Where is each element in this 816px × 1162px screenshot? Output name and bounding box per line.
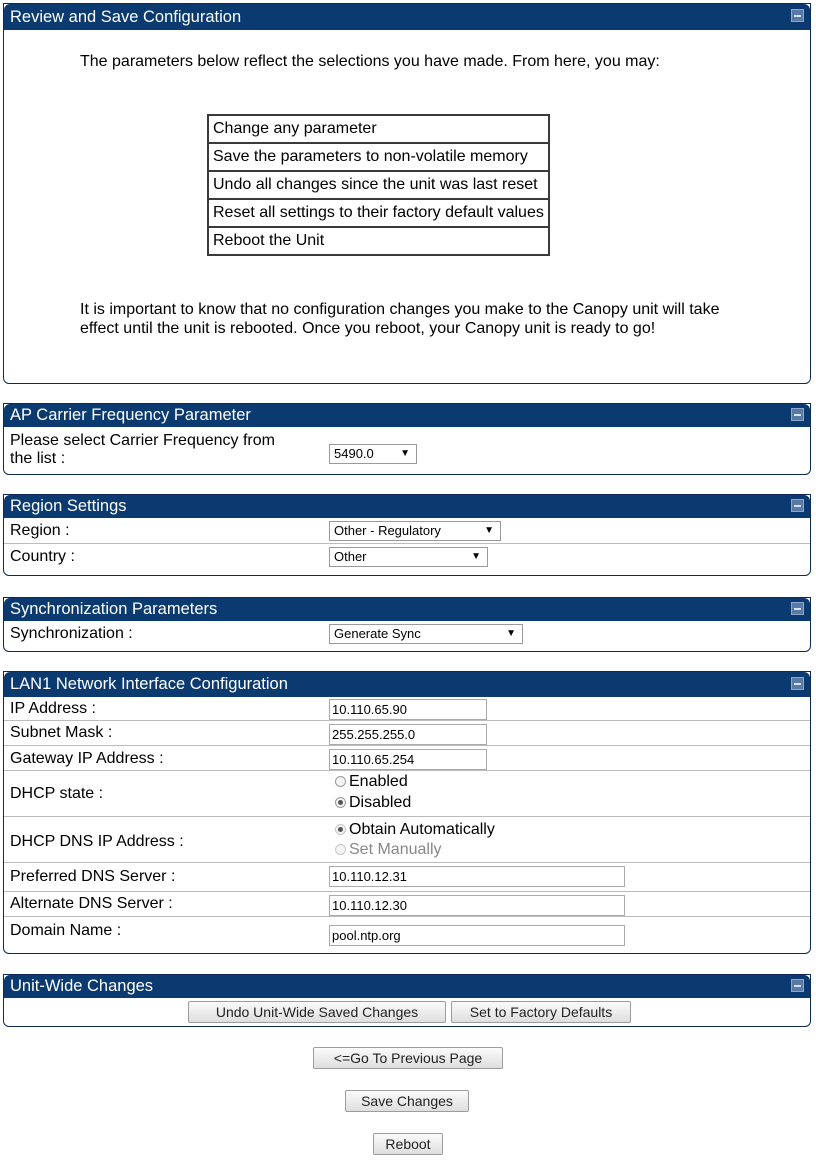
region-row (4, 518, 810, 544)
region-label: Region : (10, 522, 70, 539)
save-changes-button[interactable]: Save Changes (345, 1090, 469, 1112)
collapse-icon[interactable] (791, 677, 804, 690)
factory-defaults-button[interactable]: Set to Factory Defaults (451, 1001, 631, 1023)
gateway-input[interactable]: 10.110.65.254 (329, 749, 487, 770)
country-select[interactable] (329, 547, 488, 567)
lan1-title: LAN1 Network Interface Configuration (10, 675, 288, 693)
domain-name-row (4, 917, 810, 953)
sync-title: Synchronization Parameters (10, 600, 218, 618)
chevron-down-icon: ▼ (400, 448, 410, 459)
review-save-title: Review and Save Configuration (10, 8, 242, 26)
preferred-dns-label: Preferred DNS Server : (10, 868, 176, 885)
region-value: Other - Regulatory (334, 523, 441, 538)
country-value: Other (334, 549, 367, 564)
sync-header (4, 598, 810, 621)
gateway-label: Gateway IP Address : (10, 750, 164, 767)
dhcp-dns-row (4, 817, 810, 863)
undo-unit-wide-button[interactable]: Undo Unit-Wide Saved Changes (188, 1001, 446, 1023)
region-settings-title: Region Settings (10, 497, 127, 515)
dns-manual-option (335, 841, 442, 859)
dns-auto-label: Obtain Automatically (349, 821, 495, 838)
dns-auto-radio[interactable] (335, 824, 346, 835)
ap-carrier-title: AP Carrier Frequency Parameter (10, 406, 251, 424)
ip-address-label: IP Address : (10, 700, 96, 717)
carrier-frequency-value: 5490.0 (334, 446, 374, 461)
option-reboot-unit: Reboot the Unit (208, 227, 549, 255)
chevron-down-icon: ▼ (484, 525, 494, 536)
chevron-down-icon: ▼ (506, 628, 516, 639)
synchronization-label: Synchronization : (10, 625, 133, 642)
option-change-parameter: Change any parameter (208, 115, 549, 143)
collapse-icon[interactable] (791, 979, 804, 992)
subnet-mask-row (4, 721, 810, 746)
option-save-parameters: Save the parameters to non-volatile memory (208, 143, 549, 171)
chevron-down-icon: ▼ (471, 551, 481, 562)
domain-name-label: Domain Name : (10, 922, 122, 939)
gateway-row (4, 746, 810, 771)
dhcp-enabled-label: Enabled (349, 773, 408, 790)
dhcp-enabled-option[interactable] (335, 773, 408, 791)
review-intro-text: The parameters below reflect the selections you have made. From here, you may: (80, 53, 660, 70)
alternate-dns-input[interactable]: 10.110.12.30 (329, 895, 625, 916)
dhcp-dns-label: DHCP DNS IP Address : (10, 833, 184, 850)
alternate-dns-label: Alternate DNS Server : (10, 895, 173, 912)
previous-page-button[interactable]: <=Go To Previous Page (313, 1047, 503, 1069)
alternate-dns-row (4, 892, 810, 917)
ap-carrier-header (4, 404, 810, 427)
reboot-button[interactable]: Reboot (373, 1133, 443, 1155)
dhcp-state-label: DHCP state : (10, 785, 104, 802)
option-undo-changes: Undo all changes since the unit was last reset (208, 171, 549, 199)
review-save-panel (3, 3, 811, 384)
region-settings-header (4, 495, 810, 518)
review-save-header (4, 4, 810, 30)
dhcp-enabled-radio[interactable] (335, 776, 346, 787)
ip-address-input[interactable]: 10.110.65.90 (329, 699, 487, 720)
collapse-icon[interactable] (791, 602, 804, 615)
dhcp-disabled-label: Disabled (349, 794, 412, 811)
dns-manual-radio (335, 844, 346, 855)
collapse-icon[interactable] (791, 408, 804, 421)
dns-auto-option[interactable] (335, 821, 495, 839)
synchronization-value: Generate Sync (334, 626, 421, 641)
country-row (4, 544, 810, 575)
synchronization-row (4, 621, 810, 651)
option-reset-defaults: Reset all settings to their factory default values (208, 199, 549, 227)
preferred-dns-row (4, 863, 810, 892)
unit-wide-header (4, 975, 810, 998)
synchronization-select[interactable] (329, 624, 523, 644)
subnet-mask-input[interactable]: 255.255.255.0 (329, 724, 487, 745)
dhcp-disabled-radio[interactable] (335, 797, 346, 808)
ap-carrier-panel (3, 403, 811, 475)
carrier-frequency-label: Please select Carrier Frequency from the list : (10, 432, 275, 467)
sync-panel (3, 597, 811, 652)
review-options-table (207, 114, 550, 256)
lan1-header (4, 672, 810, 697)
unit-wide-panel (3, 974, 811, 1027)
lan1-panel (3, 671, 811, 954)
region-settings-panel (3, 494, 811, 576)
dhcp-state-row (4, 771, 810, 817)
subnet-mask-label: Subnet Mask : (10, 724, 113, 741)
domain-name-input[interactable]: pool.ntp.org (329, 925, 625, 946)
carrier-frequency-row (4, 427, 810, 474)
preferred-dns-input[interactable]: 10.110.12.31 (329, 866, 625, 887)
ip-address-row (4, 697, 810, 721)
region-select[interactable] (329, 521, 501, 541)
dhcp-disabled-option[interactable] (335, 794, 411, 812)
collapse-icon[interactable] (791, 499, 804, 512)
review-note-text: It is important to know that no configuration changes you make to the Canopy unit will take effect until the unit is rebooted. Once you reboot, your Canopy unit is ready to go! (80, 301, 720, 337)
unit-wide-title: Unit-Wide Changes (10, 977, 154, 995)
carrier-frequency-select[interactable] (329, 444, 417, 464)
dns-manual-label: Set Manually (349, 841, 442, 858)
country-label: Country : (10, 548, 75, 565)
collapse-icon[interactable] (791, 9, 804, 22)
